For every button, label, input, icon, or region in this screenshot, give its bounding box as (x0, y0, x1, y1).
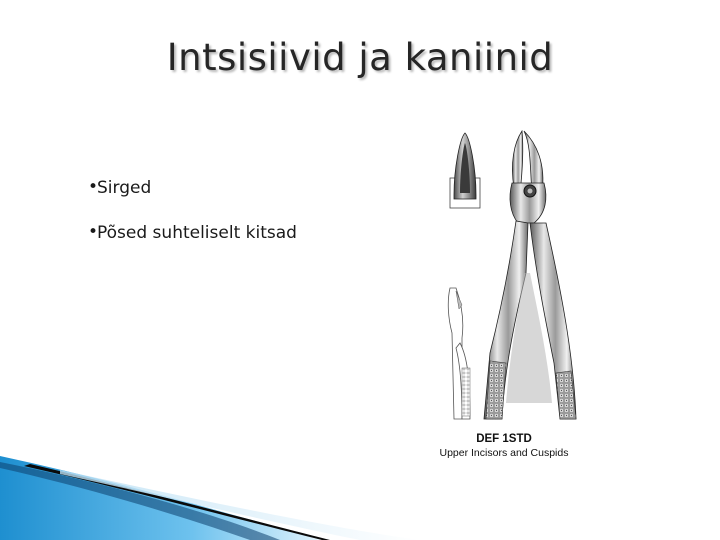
tip-detail-inset (450, 133, 480, 208)
bullet-text: Sirged (97, 178, 152, 198)
figure-description-label: Upper Incisors and Cuspids (439, 447, 569, 459)
forceps-figure (414, 123, 594, 463)
slide-title: Intsisiivid ja kaniinid (166, 36, 554, 79)
corner-decoration (0, 440, 720, 540)
bullet-item (88, 223, 297, 243)
figure-model-label: DEF 1STD (476, 433, 532, 445)
dental-forceps-illustration (414, 123, 594, 428)
bullet-list (88, 178, 297, 268)
bullet-item (88, 178, 297, 198)
forceps-side-view (448, 288, 470, 419)
bullet-text: Põsed suhteliselt kitsad (97, 223, 297, 243)
bullet-marker: • (88, 222, 99, 242)
bullet-marker: • (88, 177, 99, 197)
forceps-main (484, 131, 576, 419)
